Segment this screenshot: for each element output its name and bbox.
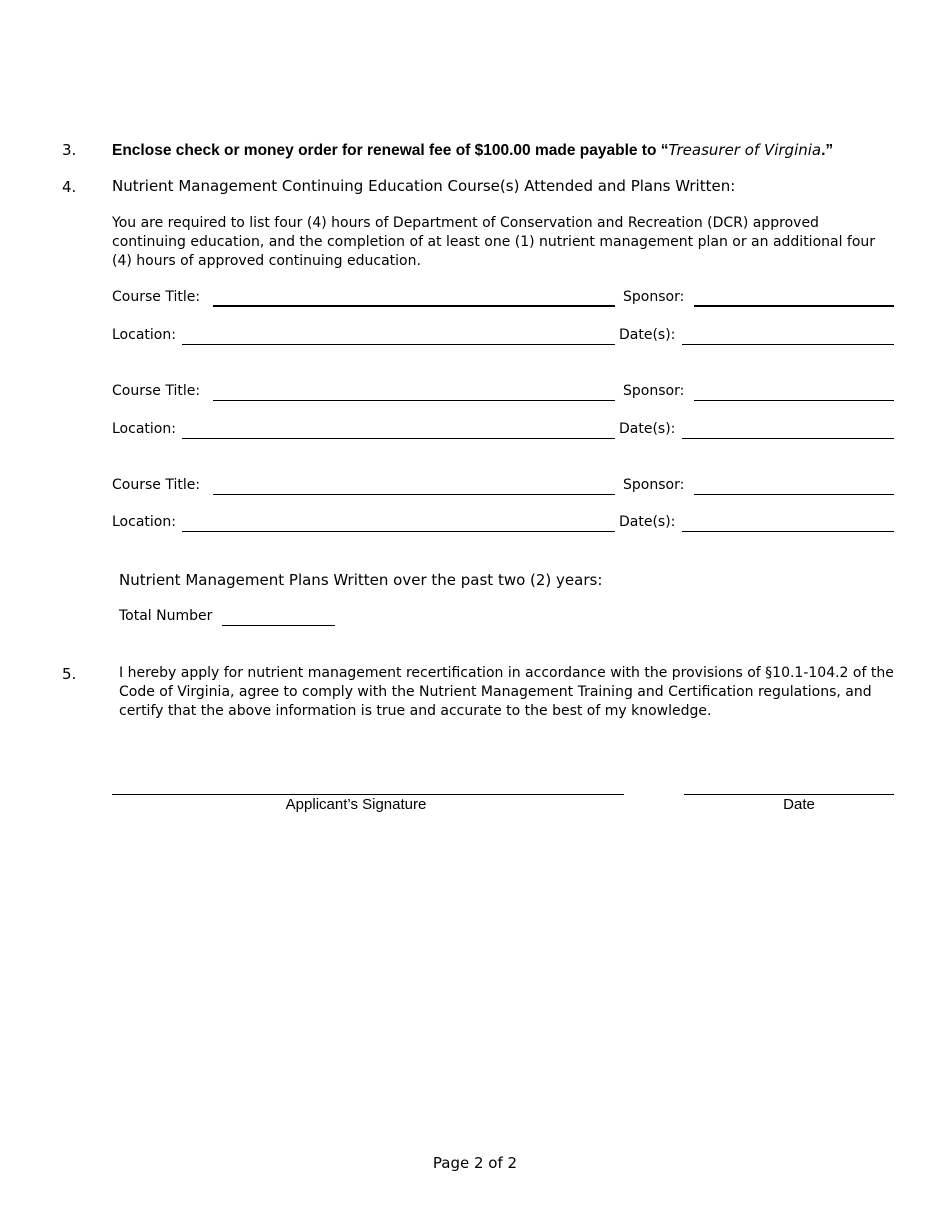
course-1-sponsor-label: Sponsor: xyxy=(623,289,685,305)
course-3-location-label: Location: xyxy=(112,514,176,530)
plans-written-heading: Nutrient Management Plans Written over the past two (2) years: xyxy=(119,571,603,589)
course-1-title-field[interactable] xyxy=(213,305,615,307)
course-2-dates-label: Date(s): xyxy=(619,421,676,437)
course-2-dates-field[interactable] xyxy=(682,438,894,439)
applicant-signature-label: Applicant’s Signature xyxy=(285,796,427,813)
item-4-number: 4. xyxy=(62,178,77,196)
course-3-sponsor-label: Sponsor: xyxy=(623,477,685,493)
course-3-title-field[interactable] xyxy=(213,494,615,495)
item-3-payee: Treasurer of Virginia xyxy=(668,141,822,159)
signature-date-field[interactable] xyxy=(684,794,894,795)
item-3-number: 3. xyxy=(62,141,77,159)
course-3-location-field[interactable] xyxy=(182,531,615,532)
course-1-dates-label: Date(s): xyxy=(619,327,676,343)
item-5-certification-text: I hereby apply for nutrient management recertification in accordance with the provisions of §10.1-104.2 of the Code of Virginia, agree to comply with the Nutrient Management Training and Certification regulations, and certify that the above information is true and accurate to the best of my knowledge. xyxy=(119,665,894,719)
page-number: Page 2 of 2 xyxy=(432,1154,518,1172)
course-1-sponsor-field[interactable] xyxy=(694,305,894,307)
course-2-title-field[interactable] xyxy=(213,400,615,401)
item-5-number: 5. xyxy=(62,665,77,683)
item-3-end: .” xyxy=(821,142,834,159)
course-1-title-label: Course Title: xyxy=(112,289,201,305)
course-2-location-field[interactable] xyxy=(182,438,615,439)
course-1-location-field[interactable] xyxy=(182,344,615,345)
item-4-instructions: You are required to list four (4) hours of Department of Conservation and Recreation (DCR) approved continuing education, and the completion of at least one (1) nutrient management plan or an additional four (4) hours of approved continuing education. xyxy=(112,215,876,269)
course-1-location-label: Location: xyxy=(112,327,176,343)
total-number-label: Total Number xyxy=(119,608,213,624)
course-1-dates-field[interactable] xyxy=(682,344,894,345)
item-4-heading: Nutrient Management Continuing Education Course(s) Attended and Plans Written: xyxy=(112,177,736,195)
course-3-sponsor-field[interactable] xyxy=(694,494,894,495)
item-3-bold-text: Enclose check or money order for renewal fee of $100.00 made payable to “ xyxy=(112,142,669,159)
course-2-sponsor-label: Sponsor: xyxy=(623,383,685,399)
total-number-field[interactable] xyxy=(222,625,335,626)
course-3-dates-label: Date(s): xyxy=(619,514,676,530)
course-2-location-label: Location: xyxy=(112,421,176,437)
item-3-text xyxy=(112,140,833,160)
applicant-signature-field[interactable] xyxy=(112,794,624,795)
course-2-sponsor-field[interactable] xyxy=(694,400,894,401)
course-2-title-label: Course Title: xyxy=(112,383,201,399)
signature-date-label: Date xyxy=(783,796,815,813)
course-3-title-label: Course Title: xyxy=(112,477,201,493)
course-3-dates-field[interactable] xyxy=(682,531,894,532)
